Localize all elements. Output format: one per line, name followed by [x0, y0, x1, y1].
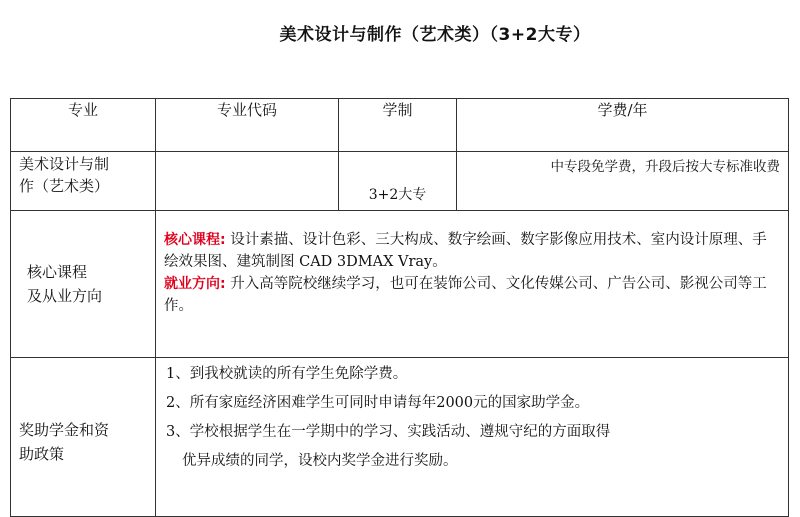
- header-row: [11, 99, 789, 152]
- core-courses-text: 设计素描、设计色彩、三大构成、数字绘画、数字影像应用技术、室内设计原理、手绘效果图、建筑制图 CAD 3DMAX Vray。: [164, 232, 767, 270]
- code-cell: [156, 152, 339, 211]
- courses-content-cell: [156, 211, 789, 358]
- policy-content-cell: [156, 358, 789, 517]
- list-item: 2、所有家庭经济困难学生可同时申请每年2000元的国家助学金。: [166, 395, 590, 411]
- policy-label-line2: 助政策: [19, 445, 65, 463]
- list-item: 1、到我校就读的所有学生免除学费。: [166, 366, 408, 382]
- core-courses-paragraph: [164, 229, 778, 273]
- list-item: [166, 418, 782, 476]
- courses-label-cell: [11, 211, 156, 358]
- table-row: [11, 211, 789, 358]
- program-info-table: [10, 98, 789, 517]
- career-label: 就业方向:: [164, 276, 226, 292]
- page-title: 美术设计与制作（艺术类）（3+2大专）: [279, 25, 591, 45]
- career-text: 升入高等院校继续学习，也可在装饰公司、文化传媒公司、广告公司、影视公司等工作。: [164, 276, 767, 314]
- header-code: 专业代码: [156, 99, 339, 152]
- policy-3-line1: 3、学校根据学生在一学期中的学习、实践活动、遵规守纪的方面取得: [166, 424, 611, 440]
- policy-list: [166, 360, 782, 476]
- major-name-line1: 美术设计与制: [19, 155, 110, 173]
- career-paragraph: [164, 273, 778, 317]
- header-system: 学制: [339, 99, 457, 152]
- courses-label-line1: 核心课程: [27, 263, 88, 281]
- header-fee: 学费/年: [457, 99, 789, 152]
- core-courses-label: 核心课程:: [164, 232, 226, 248]
- table-row: [11, 358, 789, 517]
- system-cell: 3+2大专: [339, 152, 457, 211]
- major-name-line2: 作（艺术类）: [19, 177, 110, 195]
- policy-3-line2: 优异成绩的同学，设校内奖学金进行奖励。: [182, 453, 458, 469]
- header-major: 专业: [11, 99, 156, 152]
- policy-label-line1: 奖助学金和资: [19, 421, 110, 439]
- table-row: [11, 152, 789, 211]
- policy-label-cell: [11, 358, 156, 517]
- fee-cell: 中专段免学费，升段后按大专标准收费: [457, 152, 789, 211]
- courses-label-line2: 及从业方向: [27, 287, 103, 305]
- major-cell: [11, 152, 156, 211]
